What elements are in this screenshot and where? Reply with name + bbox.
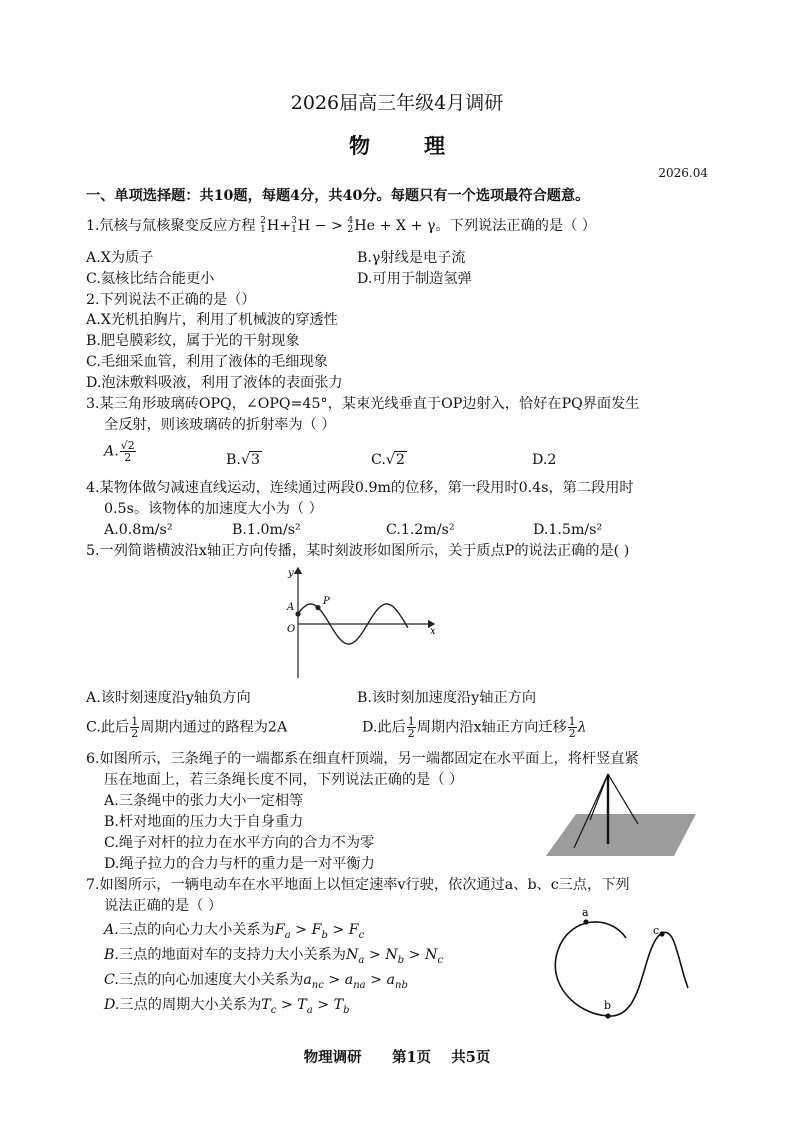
point-p-label: P [323,596,330,607]
q6-option-c[interactable]: C.绳子对杆的拉力在水平方向的合力不为零 [104,835,375,851]
question-6-stem-line1: 6.如图所示，三条绳子的一端都系在细直杆顶端，另一端都固定在水平面上，将杆竖直紧 [86,751,639,767]
track-figure [540,900,706,1026]
pole-figure [546,768,706,860]
q1-option-d[interactable]: D.可用于制造氢弹 [357,271,472,287]
q1-option-c[interactable]: C.氦核比结合能更小 [86,271,215,287]
question-4-stem-line2: 0.5s。该物体的加速度大小为（ ） [104,501,323,517]
q4-option-d[interactable]: D.1.5m/s² [533,522,603,538]
question-2-stem: 2.下列说法不正确的是（） [86,292,256,308]
point-a-dot [583,919,588,924]
section-heading: 一、单项选择题：共10题，每题4分，共40分。每题只有一个选项最符合题意。 [86,188,590,204]
q1-option-b[interactable]: B.γ射线是电子流 [357,250,466,266]
question-7-stem-line1: 7.如图所示，一辆电动车在水平地面上以恒定速率v行驶，依次通过a、b、c三点，下列 [86,877,630,893]
q7-option-d[interactable]: D.三点的周期大小关系为$T_c > T_a > T_b$ [104,997,350,1016]
q2-option-c[interactable]: C.毛细采血管，利用了液体的毛细现象 [86,354,328,370]
question-4-stem-line1: 4.某物体做匀减速直线运动，连续通过两段0.9m的位移，第一段用时0.4s，第二段用时 [86,480,634,496]
q6-option-b[interactable]: B.杆对地面的压力大于自身重力 [104,814,304,830]
point-b-label: b [604,999,612,1012]
question-3-stem-line1: 3.某三角形玻璃砖OPQ，∠OPQ=45°，某束光线垂直于OP边射入，恰好在PQ界面发生 [86,396,640,412]
q4-option-c[interactable]: C.1.2m/s² [386,522,455,538]
q3-option-a[interactable]: A. $\frac{√2}{2}$ [104,439,135,464]
q2-option-a[interactable]: A.X光机拍胸片，利用了机械波的穿透性 [86,312,338,328]
q6-option-d[interactable]: D.绳子拉力的合力与杆的重力是一对平衡力 [104,856,375,872]
page-footer: 物理调研 第1页 共5页 [303,1049,491,1066]
q3-option-c[interactable]: C.√2 [371,452,405,468]
point-c-dot [659,931,664,936]
y-label: y [288,568,294,579]
question-6-stem-line2: 压在地面上，若三条绳长度不同，下列说法正确的是（ ） [104,772,464,788]
q7-option-a[interactable]: A.三点的向心力大小关系为$F_a > F_b > F_c$ [104,922,365,941]
origin-label: O [287,624,296,635]
q2-option-b[interactable]: B.肥皂膜彩纹，属于光的干射现象 [86,333,300,349]
question-3-stem-line2: 全反射，则该玻璃砖的折射率为（ ） [104,417,336,433]
point-b-dot [605,1013,610,1018]
q4-option-a[interactable]: A.0.8m/s² [104,522,173,538]
x-label: x [430,626,436,637]
point-a-marker [295,611,300,616]
q5-option-a[interactable]: A.该时刻速度沿y轴负方向 [86,690,251,706]
q7-option-c[interactable]: C.三点的向心加速度大小关系为$a_{nc} > a_{na} > a_{nb}$ [104,972,408,991]
ground-plane [546,814,696,856]
question-1-stem: 1.氘核与氚核聚变反应方程 2 1 H+ 3 1 H − > 4 2 He + X + γ。下列说法正确的是（ ） [86,216,597,235]
exam-date: 2026.04 [658,166,708,180]
q5-option-b[interactable]: B.该时刻加速度沿y轴正方向 [357,690,537,706]
rope-back [590,774,608,820]
q3-option-d[interactable]: D.2 [532,452,557,468]
question-7-stem-line2: 说法正确的是（ ） [104,898,223,914]
subject-title: 物理 [349,133,499,158]
point-a-label: a [582,906,589,919]
q1-option-a[interactable]: A.X为质子 [86,250,154,266]
amplitude-label: A [287,602,295,613]
q5-option-c[interactable]: C.此后 $\frac{1}{2}$ 周期内通过的路程为2A [86,715,288,740]
q7-option-b[interactable]: B.三点的地面对车的支持力大小关系为$N_a > N_b > N_c$ [104,947,444,966]
q2-option-d[interactable]: D.泡沫敷料吸液，利用了液体的表面张力 [86,375,343,391]
q5-option-d[interactable]: D.此后 $\frac{1}{2}$ 周期内沿x轴正方向迁移 $\frac{1}{2}$ λ [362,715,587,740]
exam-title: 2026届高三年级4月调研 [290,92,504,114]
track-curve [555,922,688,1016]
wave-figure [278,562,448,682]
point-p-marker [315,605,320,610]
question-5-stem: 5.一列简谐横波沿x轴正方向传播，某时刻波形如图所示，关于质点P的说法正确的是( ) [86,543,630,559]
q4-option-b[interactable]: B.1.0m/s² [232,522,301,538]
point-c-label: c [653,924,660,937]
q6-option-a[interactable]: A.三条绳中的张力大小一定相等 [104,793,304,809]
q3-option-b[interactable]: B.√3 [226,452,261,468]
